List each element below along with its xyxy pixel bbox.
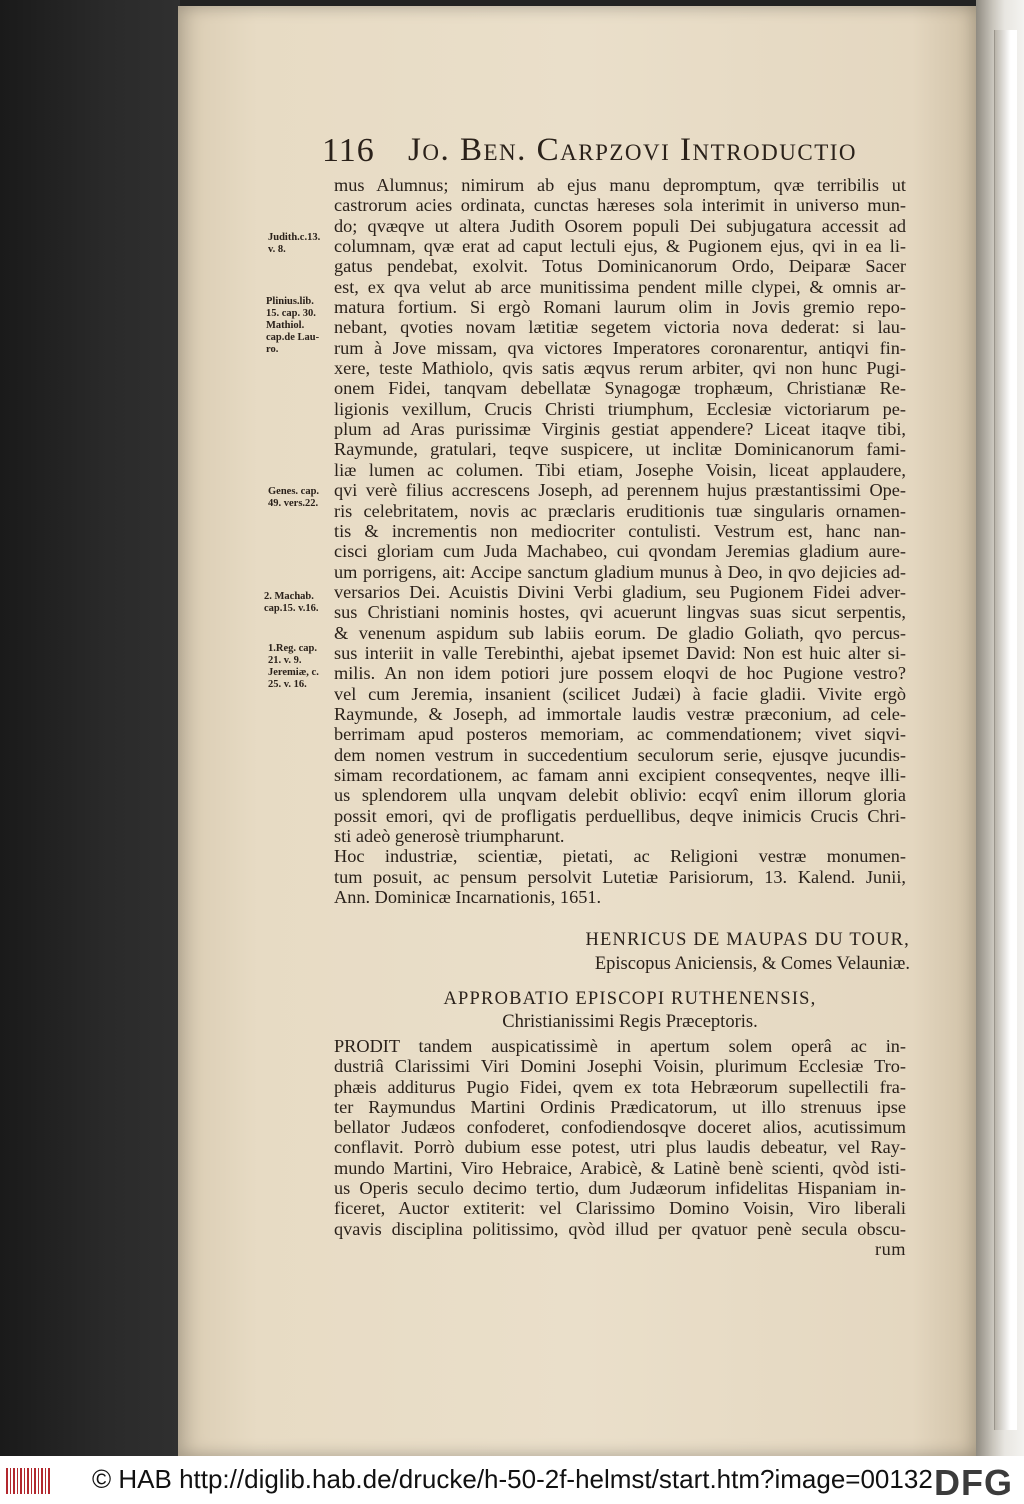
text-line: Raymunde, gratulari, teqve suspicere, ut inclitæ Dominicanorum fami- xyxy=(334,439,906,460)
page-number: 116 xyxy=(322,132,375,169)
text-line: tis & incrementis non mediocriter contulisti. Vestrum est, hanc nan- xyxy=(334,520,906,541)
text-line: xere, teste Mathiolo, qvis satis æqvus rerum arbiter, qvi non hunc Pugi- xyxy=(334,358,906,379)
text-line: qvi verè filius accrescens Joseph, ad perennem hujus præstantissimi Ope- xyxy=(334,480,906,501)
margin-note-judith: Judith.c.13. v. 8. xyxy=(268,232,321,255)
text-line: PRODIT tandem auspicatissimè in apertum solem operâ ac in- xyxy=(334,1036,906,1056)
text-line: ris celebritatem, novis ac præclaris eruditionis tuæ singularis ornamen- xyxy=(334,500,906,521)
text-line: Ann. Dominicæ Incarnationis, 1651. xyxy=(334,887,602,908)
text-line: castrorum acies ordinata, cunctas hæreses sola interimit in universo mun- xyxy=(334,195,906,216)
approbatio-subheading: Christianissimi Regis Præceptoris. xyxy=(502,1012,758,1032)
signature-name: HENRICUS DE MAUPAS DU TOUR, xyxy=(585,930,910,950)
footer-bar xyxy=(0,1456,1024,1504)
text-line: plum ad Aras purissimæ Virginis gestiat appendere? Liceat itaqve tibi, xyxy=(334,419,906,440)
main-text xyxy=(334,175,906,907)
text-line: & venenum aspidum sub labiis eorum. De gladio Goliath, qvo percus- xyxy=(334,622,906,643)
text-line: est, ex qva velut ab arce munitissima pendent mille clypei, & omnis ar- xyxy=(334,276,906,297)
running-title: Jo. Ben. Carpzovi Introductio xyxy=(408,132,858,168)
text-line: milis. An non idem potiori jure possem eloqvi de hoc Pugione vestro? xyxy=(334,663,906,684)
text-line: onem Fidei, tanqvam debellatæ Synagogæ trophæum, Christianæ Re- xyxy=(334,378,906,399)
approbatio-heading: APPROBATIO EPISCOPI RUTHENENSIS, xyxy=(443,989,817,1009)
catchword: rum xyxy=(875,1238,906,1259)
text-line: mundo Martini, Viro Hebraice, Arabicè, & Latinè benè scienti, qvòd isti- xyxy=(334,1157,906,1178)
signature-block xyxy=(490,928,910,976)
dfg-logo: DFG xyxy=(934,1462,1013,1503)
text-line: possit emori, qvi de profligatis perduellibus, deqve inimicis Crucis Chri- xyxy=(334,805,906,826)
text-line: sti adeò generosè triumpharunt. xyxy=(334,826,565,846)
footer-attribution[interactable]: © HAB http://diglib.hab.de/drucke/h-50-2f-helmst/start.htm?image=00132 xyxy=(92,1464,933,1494)
text-line: um porrigens, ait: Accipe sanctum gladium munus à Deo, in qvo dejicies ad- xyxy=(334,561,906,582)
text-line: tum posuit, ac pensum persolvit Lutetiæ Parisiorum, 13. Kalend. Junii, xyxy=(334,866,906,887)
margin-note-machabees: 2. Machab. cap.15. v.16. xyxy=(264,591,319,614)
text-line: qvavis disciplina politissimo, qvòd illud per qvatuor penè secula obscu- xyxy=(334,1218,906,1239)
text-line: us Operis seculo decimo tertio, dum Judæorum infidelitas Hispaniam in- xyxy=(334,1178,906,1199)
approbatio-text xyxy=(334,1036,906,1259)
margin-note-plinius: Plinius.lib. 15. cap. 30. Mathiol. cap.de Lau- ro. xyxy=(266,296,320,355)
text-line: simam recordationem, ac famam anni excipient conseqventes, neqve illi- xyxy=(334,764,906,785)
text-line: us splendorem ulla unqvam delebit oblivio: ecqvî enim illorum gloria xyxy=(334,785,906,806)
text-line: bellator Judæos confoderet, confodiendosqve doceret alios, acutissimum xyxy=(334,1117,906,1138)
text-line: rum à Jove missam, qva victores Imperatores coronarentur, antiqvi fin- xyxy=(334,337,906,358)
page-edge-stack xyxy=(976,0,1024,1456)
text-line: ligionis vexillum, Crucis Christi triumphum, Ecclesiæ victoriarum pe- xyxy=(334,398,906,419)
text-line: liæ lumen ac columen. Tibi etiam, Josephe Voisin, liceat applaudere, xyxy=(334,459,906,480)
text-line: gatus pendebat, exolvit. Totus Dominicanorum Ordo, Deiparæ Sacer xyxy=(334,256,906,277)
text-line: ficeret, Auctor extiterit: vel Clarissimo Domino Voisin, Viro liberali xyxy=(334,1198,906,1219)
barcode-icon xyxy=(6,1468,50,1494)
text-line: matura fortium. Si ergò Romani laurum olim in Jovis gremio repo- xyxy=(334,297,906,318)
text-line: dem nomen vestrum in succedentium seculorum serie, ejusqve jucundis- xyxy=(334,744,906,765)
text-line: phæis additurus Pugio Fidei, qvem ex tota Hebræorum supellectili fra- xyxy=(334,1076,906,1097)
text-line: sus interiit in valle Terebinthi, ajebat ipsemet David: Non est huic alter si- xyxy=(334,642,906,663)
text-line: do; qvæqve ut altera Judith Osorem populi Dei subjugatura accessit ad xyxy=(334,215,906,236)
text-line: nebant, qvoties novam lætitiæ segetem victoria nova dederat: si lau- xyxy=(334,317,906,338)
text-line: Raymunde, & Joseph, ad immortale laudis vestræ præconium, ad cele- xyxy=(334,703,906,724)
text-line: columnam, qvæ erat ad caput lectuli ejus, & Pugionem ejus, qvi in ea li- xyxy=(334,236,906,257)
page-edge-fold xyxy=(994,30,1017,1430)
scanner-background xyxy=(0,0,180,1456)
text-line: cisci gloriam cum Juda Machabeo, cui qvondam Jeremias gladium aure- xyxy=(334,541,906,562)
text-line: conflavit. Porrò dubium esse potest, utri plus laudis debeatur, vel Ray- xyxy=(334,1137,906,1158)
margin-note-genesis: Genes. cap. 49. vers.22. xyxy=(268,486,320,509)
text-line: mus Alumnus; nimirum ab ejus manu depromptum, qvæ terribilis ut xyxy=(334,175,906,195)
text-line: berrimam apud posteros memoriam, ac commendationem; vivet siqvi- xyxy=(334,724,906,745)
text-line: vel cum Jeremia, insanient (scilicet Judæi) à facie gladii. Vivite ergò xyxy=(334,683,906,704)
text-line: versarios Dei. Acuistis Divini Verbi gladium, seu Pugionem Fidei adver- xyxy=(334,581,906,602)
text-line: ter Raymundus Martini Ordinis Prædicatorum, ut illo strenuus ipse xyxy=(334,1096,906,1117)
text-line: dustriâ Clarissimi Viri Domini Josephi Voisin, plurimum Ecclesiæ Tro- xyxy=(334,1056,906,1077)
text-line: Hoc industriæ, scientiæ, pietati, ac Religioni vestræ monumen- xyxy=(334,846,906,867)
signature-title: Episcopus Aniciensis, & Comes Velauniæ. xyxy=(594,954,910,974)
approbatio-heading-block xyxy=(380,988,880,1034)
margin-note-reges: 1.Reg. cap. 21. v. 9. Jeremiæ, c. 25. v. 16. xyxy=(268,643,319,690)
text-line: sus Christiani nominis hostes, qvi acuerunt lingvas suas sicut serpentis, xyxy=(334,602,906,623)
page-header xyxy=(322,132,882,180)
